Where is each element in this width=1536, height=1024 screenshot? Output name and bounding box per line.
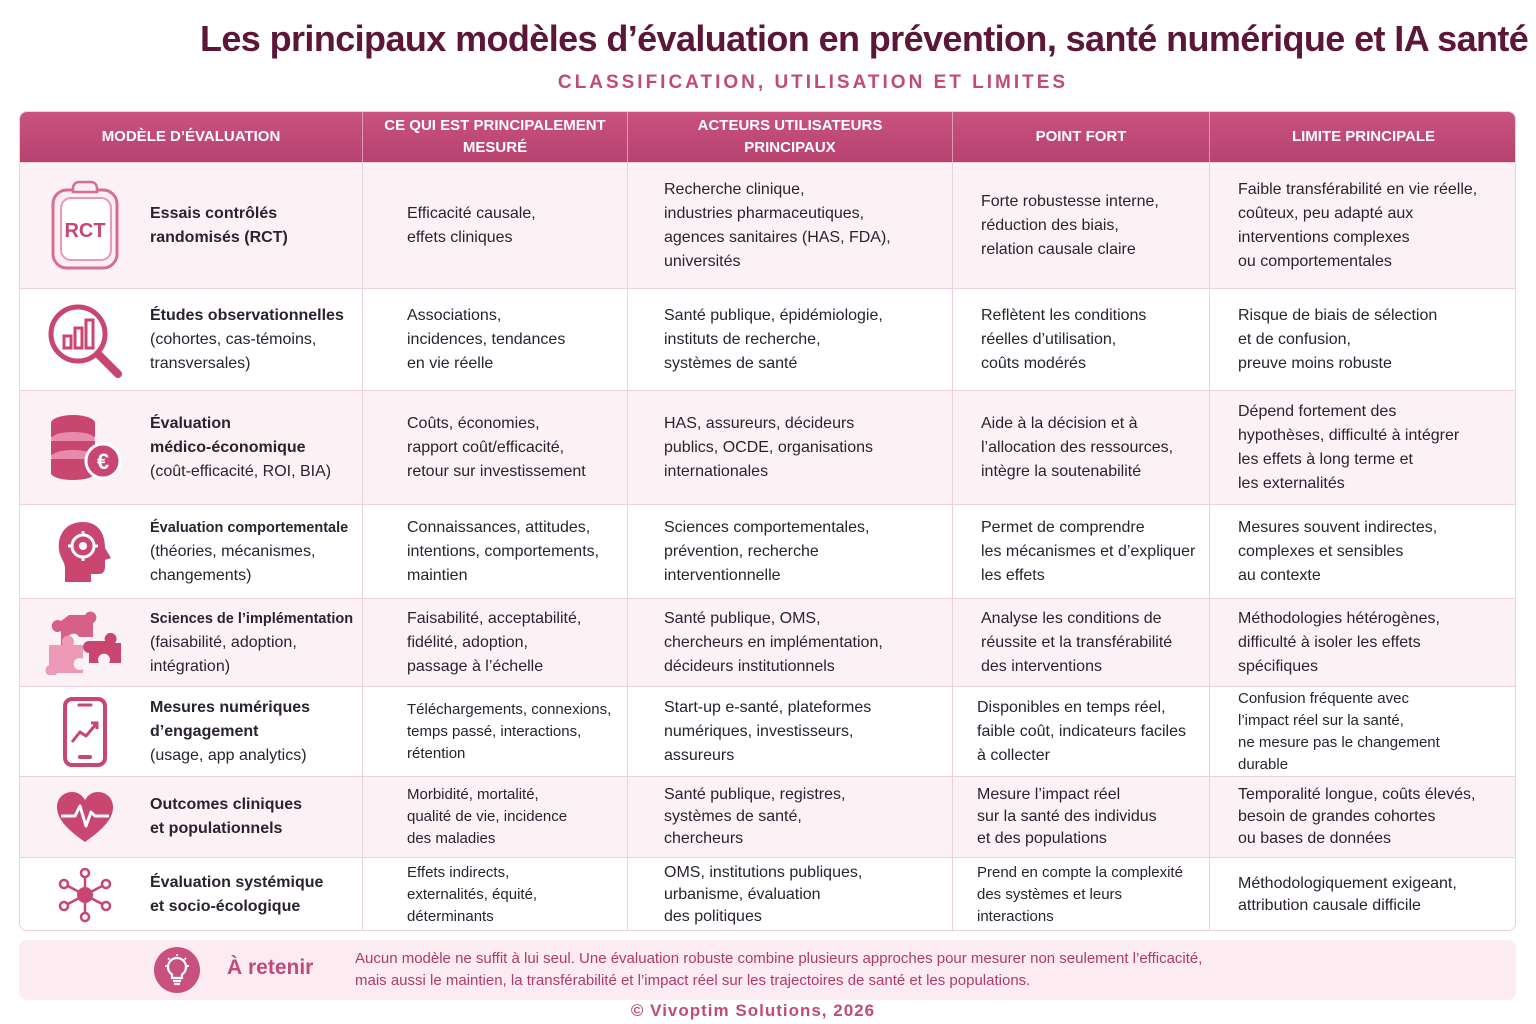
limit-cell: Confusion fréquente avec l’impact réel sur la santé, ne mesure pas le changement durable	[1238, 689, 1440, 773]
model-name: Essais contrôlés randomisés (RCT)	[150, 204, 288, 246]
evaluation-models-table	[19, 111, 1516, 931]
model-cell	[20, 505, 363, 598]
limit-cell: Mesures souvent indirectes, complexes et sensibles au contexte	[1238, 518, 1438, 584]
measured-cell: Efficacité causale, effets cliniques	[363, 163, 628, 288]
model-cell	[20, 599, 363, 686]
column-header-limit: LIMITE PRINCIPALE	[1291, 128, 1436, 145]
clipboard-rct-icon	[20, 163, 150, 288]
copyright: © Vivoptim Solutions, 2026	[630, 1001, 876, 1020]
database-euro-icon	[20, 391, 150, 504]
actors-cell: Recherche clinique, industries pharmaceutiques, agences sanitaires (HAS, FDA), universités	[628, 163, 953, 288]
model-name: Études observationnelles	[150, 306, 344, 324]
measured-cell: Associations, incidences, tendances en vie réelle	[363, 289, 628, 390]
limit-cell: Méthodologies hétérogènes, difficulté à isoler les effets spécifiques	[1238, 609, 1440, 675]
takeaway-label: À retenir	[227, 956, 314, 979]
model-cell	[20, 777, 363, 857]
model-cell	[20, 289, 363, 390]
model-name: Sciences de l’implémentation	[150, 610, 354, 627]
model-cell	[20, 391, 363, 504]
table-row	[20, 857, 1515, 931]
model-subtitle: (théories, mécanismes, changements)	[150, 542, 316, 584]
limit-cell: Faible transférabilité en vie réelle, coûteux, peu adapté aux interventions complexes ou comportementales	[1238, 180, 1478, 270]
table-row	[20, 162, 1515, 288]
model-subtitle: (cohortes, cas-témoins, transversales)	[150, 330, 317, 372]
page-subtitle: CLASSIFICATION, UTILISATION ET LIMITES	[557, 72, 1069, 93]
model-name: Évaluation comportementale	[150, 519, 349, 536]
actors-cell: Start-up e-santé, plateformes numériques, investisseurs, assureurs	[628, 687, 953, 776]
puzzle-icon	[20, 599, 150, 686]
measured-cell: Téléchargements, connexions, temps passé, interactions, rétention	[363, 687, 628, 776]
actors-cell: HAS, assureurs, décideurs publics, OCDE, organisations internationales	[628, 391, 953, 504]
model-subtitle: (faisabilité, adoption, intégration)	[150, 633, 297, 675]
actors-cell: Santé publique, OMS, chercheurs en implémentation, décideurs institutionnels	[628, 599, 953, 686]
measured-cell: Effets indirects, externalités, équité, déterminants	[363, 858, 628, 931]
strength-cell: Mesure l’impact réel sur la santé des individus et des populations	[953, 777, 1210, 857]
actors-cell: Santé publique, épidémiologie, instituts de recherche, systèmes de santé	[628, 289, 953, 390]
limit-cell: Dépend fortement des hypothèses, difficulté à intégrer les effets à long terme et les externalités	[1238, 402, 1460, 492]
model-cell	[20, 687, 363, 776]
table-row	[20, 390, 1515, 504]
model-name: Mesures numériques d’engagement	[150, 698, 311, 740]
actors-cell: OMS, institutions publiques, urbanisme, évaluation des politiques	[628, 858, 953, 931]
table-row	[20, 686, 1515, 776]
strength-cell: Prend en compte la complexité des systèmes et leurs interactions	[953, 858, 1210, 931]
measured-cell: Coûts, économies, rapport coût/efficacité, retour sur investissement	[363, 391, 628, 504]
page-title: Les principaux modèles d’évaluation en prévention, santé numérique et IA santé	[200, 18, 1529, 59]
svg-text:€: €	[96, 448, 110, 474]
measured-cell: Connaissances, attitudes, intentions, comportements, maintien	[363, 505, 628, 598]
strength-cell: Forte robustesse interne, réduction des biais, relation causale claire	[953, 163, 1210, 288]
table-row	[20, 776, 1515, 857]
table-row	[20, 288, 1515, 390]
head-gear-icon	[20, 505, 150, 598]
limit-cell: Risque de biais de sélection et de confusion, preuve moins robuste	[1238, 306, 1438, 372]
magnifier-chart-icon	[20, 289, 150, 390]
model-name: Outcomes cliniques et populationnels	[150, 796, 303, 837]
limit-cell: Méthodologiquement exigeant, attribution causale difficile	[1238, 874, 1457, 914]
strength-cell: Permet de comprendre les mécanismes et d’expliquer les effets	[953, 505, 1210, 598]
strength-cell: Analyse les conditions de réussite et la transférabilité des interventions	[953, 599, 1210, 686]
table-row	[20, 504, 1515, 598]
column-header-measured: CE QUI EST PRINCIPALEMENT MESURÉ	[363, 112, 628, 162]
table-row	[20, 598, 1515, 686]
takeaway-box	[19, 940, 1516, 1000]
model-subtitle: (coût-efficacité, ROI, BIA)	[150, 462, 332, 480]
column-header-strength: POINT FORT	[953, 112, 1210, 162]
limit-cell: Temporalité longue, coûts élevés, besoin de grandes cohortes ou bases de données	[1238, 786, 1476, 847]
model-cell	[20, 163, 363, 288]
strength-cell: Aide à la décision et à l’allocation des ressources, intègre la soutenabilité	[953, 391, 1210, 504]
takeaway-text: Aucun modèle ne suffit à lui seul. Une évaluation robuste combine plusieurs approches pour mesurer non seulement l’efficacité, mais aussi le maintien, la transférabilité et l’impact réel sur les trajectoires de santé et les populations.	[355, 950, 1203, 989]
column-header-actors: ACTEURS UTILISATEURS PRINCIPAUX	[628, 112, 953, 162]
smartphone-trend-icon	[20, 687, 150, 776]
actors-cell: Santé publique, registres, systèmes de santé, chercheurs	[628, 777, 953, 857]
model-name: Évaluation médico-économique	[150, 414, 306, 456]
table-header	[20, 112, 1515, 162]
strength-cell: Disponibles en temps réel, faible coût, indicateurs faciles à collecter	[953, 687, 1210, 776]
strength-cell: Reflètent les conditions réelles d’utilisation, coûts modérés	[953, 289, 1210, 390]
column-header-model: MODÈLE D’ÉVALUATION	[20, 112, 363, 162]
heart-pulse-icon	[20, 777, 150, 857]
svg-text:RCT: RCT	[64, 219, 106, 242]
model-cell	[20, 858, 363, 931]
measured-cell: Faisabilité, acceptabilité, fidélité, adoption, passage à l’échelle	[363, 599, 628, 686]
lightbulb-icon	[154, 947, 200, 993]
measured-cell: Morbidité, mortalité, qualité de vie, incidence des maladies	[363, 777, 628, 857]
actors-cell: Sciences comportementales, prévention, recherche interventionnelle	[628, 505, 953, 598]
model-subtitle: (usage, app analytics)	[150, 746, 307, 764]
network-icon	[20, 858, 150, 931]
model-name: Évaluation systémique et socio-écologique	[150, 873, 324, 915]
